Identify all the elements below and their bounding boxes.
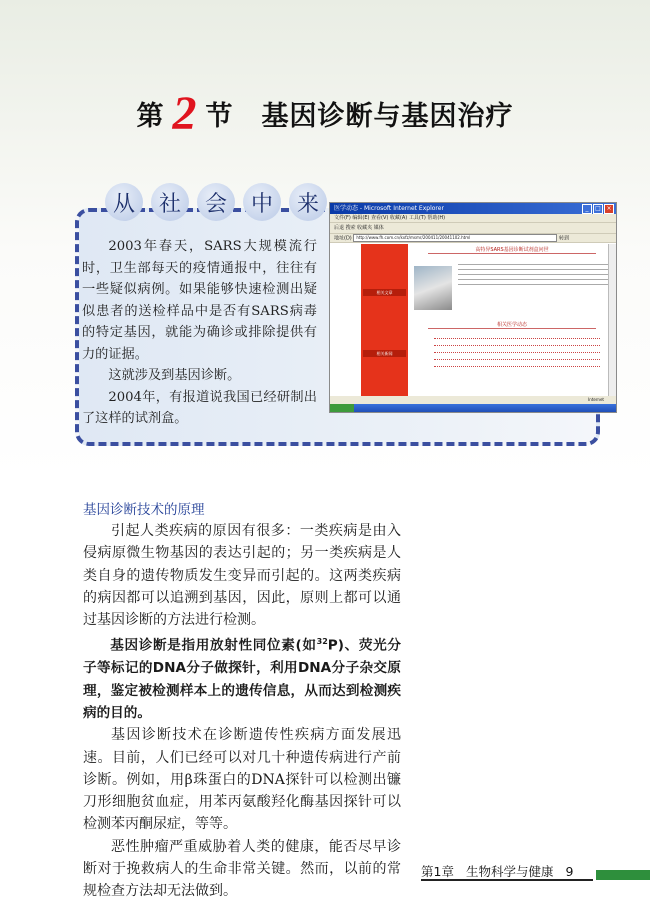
related-list bbox=[434, 333, 600, 367]
browser-title-bar bbox=[330, 203, 616, 214]
browser-scrollbar bbox=[608, 244, 616, 396]
body-text bbox=[83, 520, 401, 903]
browser-address-bar bbox=[330, 234, 616, 243]
body-paragraph: 基因诊断技术在诊断遗传性疾病方面发展迅速。目前，人们已经可以对几十种遗传病进行产前诊断。例如，用β珠蛋白的DNA探针可以检测出镰刀形细胞贫血症，用苯丙氨酸羟化酶基因探针可以检测苯丙酮尿症，等等。 bbox=[83, 727, 401, 833]
bold-text-part: 基因诊断是指用放射性同位素(如 bbox=[110, 638, 317, 655]
taskbar bbox=[330, 404, 616, 412]
society-paragraph: 2003年春天，SARS大规模流行时，卫生部每天的疫情通报中，往往有一些疑似病例。如果能够快速检测出疑似患者的送检样品中是否有SARS病毒的特定基因，就能为确诊或排除提供有力的证据。 bbox=[82, 239, 317, 362]
go-label: 转到 bbox=[558, 235, 569, 242]
browser-page-content bbox=[330, 244, 616, 396]
browser-status-bar: Internet bbox=[330, 396, 616, 404]
society-paragraph: 这就涉及到基因诊断。 bbox=[108, 368, 241, 383]
browser-screenshot-figure bbox=[329, 202, 617, 413]
section-heading: 基因诊断技术的原理 bbox=[83, 502, 205, 518]
browser-sidebar bbox=[361, 244, 408, 396]
title-section-word: 节 bbox=[205, 101, 234, 132]
society-text bbox=[82, 236, 317, 430]
society-badge-row bbox=[105, 183, 327, 221]
related-headline: 相关医学动态 bbox=[428, 322, 596, 329]
maximize-icon: □ bbox=[593, 204, 603, 214]
superscript: 32 bbox=[316, 637, 328, 647]
body-paragraph-bold bbox=[83, 631, 401, 724]
section-number: 2 bbox=[172, 87, 198, 140]
footer-rule bbox=[421, 879, 593, 881]
society-paragraph: 2004年，有报道说我国已经研制出了这样的试剂盒。 bbox=[82, 389, 317, 426]
article-photo bbox=[414, 266, 452, 310]
badge-char: 来 bbox=[289, 183, 327, 221]
window-controls bbox=[582, 204, 614, 214]
footer-chapter-title: 生物科学与健康 bbox=[465, 864, 554, 879]
title-prefix: 第 bbox=[136, 101, 165, 132]
close-icon: × bbox=[604, 204, 614, 214]
title-text: 基因诊断与基因治疗 bbox=[261, 101, 514, 132]
address-url: http://www.fh.com.cn/kxfz/msmr/200411/20041102.html bbox=[353, 234, 557, 242]
badge-char: 从 bbox=[105, 183, 143, 221]
badge-char: 社 bbox=[151, 183, 189, 221]
browser-article bbox=[408, 244, 616, 396]
browser-menu-bar: 文件(F) 编辑(E) 查看(V) 收藏(A) 工具(T) 帮助(H) bbox=[330, 214, 616, 223]
badge-char: 中 bbox=[243, 183, 281, 221]
sidebar-heading: 相关新闻 bbox=[363, 350, 406, 357]
article-headline: 高特异SARS基因诊断试剂盒问世 bbox=[428, 247, 596, 254]
body-paragraph: 恶性肿瘤严重威胁着人类的健康，能否尽早诊断对于挽救病人的生命非常关键。然而，以前的常规检查方法却无法做到。 bbox=[83, 838, 401, 900]
article-text-lines bbox=[458, 264, 610, 288]
start-button bbox=[330, 404, 354, 412]
badge-char: 会 bbox=[197, 183, 235, 221]
minimize-icon: _ bbox=[582, 204, 592, 214]
footer-green-bar bbox=[596, 870, 650, 880]
page-title bbox=[0, 86, 650, 141]
sidebar-heading: 相关文章 bbox=[363, 289, 406, 296]
page-number: 9 bbox=[565, 863, 574, 879]
browser-window-title: 医学动态 - Microsoft Internet Explorer bbox=[334, 205, 444, 212]
footer-chapter: 第1章 bbox=[421, 864, 454, 879]
browser-toolbar: 后退 搜索 收藏夹 媒体 bbox=[330, 223, 616, 234]
body-paragraph: 引起人类疾病的原因有很多：一类疾病是由入侵病原微生物基因的表达引起的；另一类疾病是人类自身的遗传物质发生变异而引起的。这两类疾病的病因都可以追溯到基因，因此，原则上都可以通过基因诊断的方法进行检测。 bbox=[83, 523, 401, 629]
page-footer bbox=[421, 862, 573, 880]
bold-text-part: P)、荧光分子等标记的DNA分子做探针，利用DNA分子杂交原理，鉴定被检测样本上的遗传信息，从而达到检测疾病的目的。 bbox=[83, 638, 401, 721]
address-label: 地址(D) bbox=[334, 235, 352, 242]
